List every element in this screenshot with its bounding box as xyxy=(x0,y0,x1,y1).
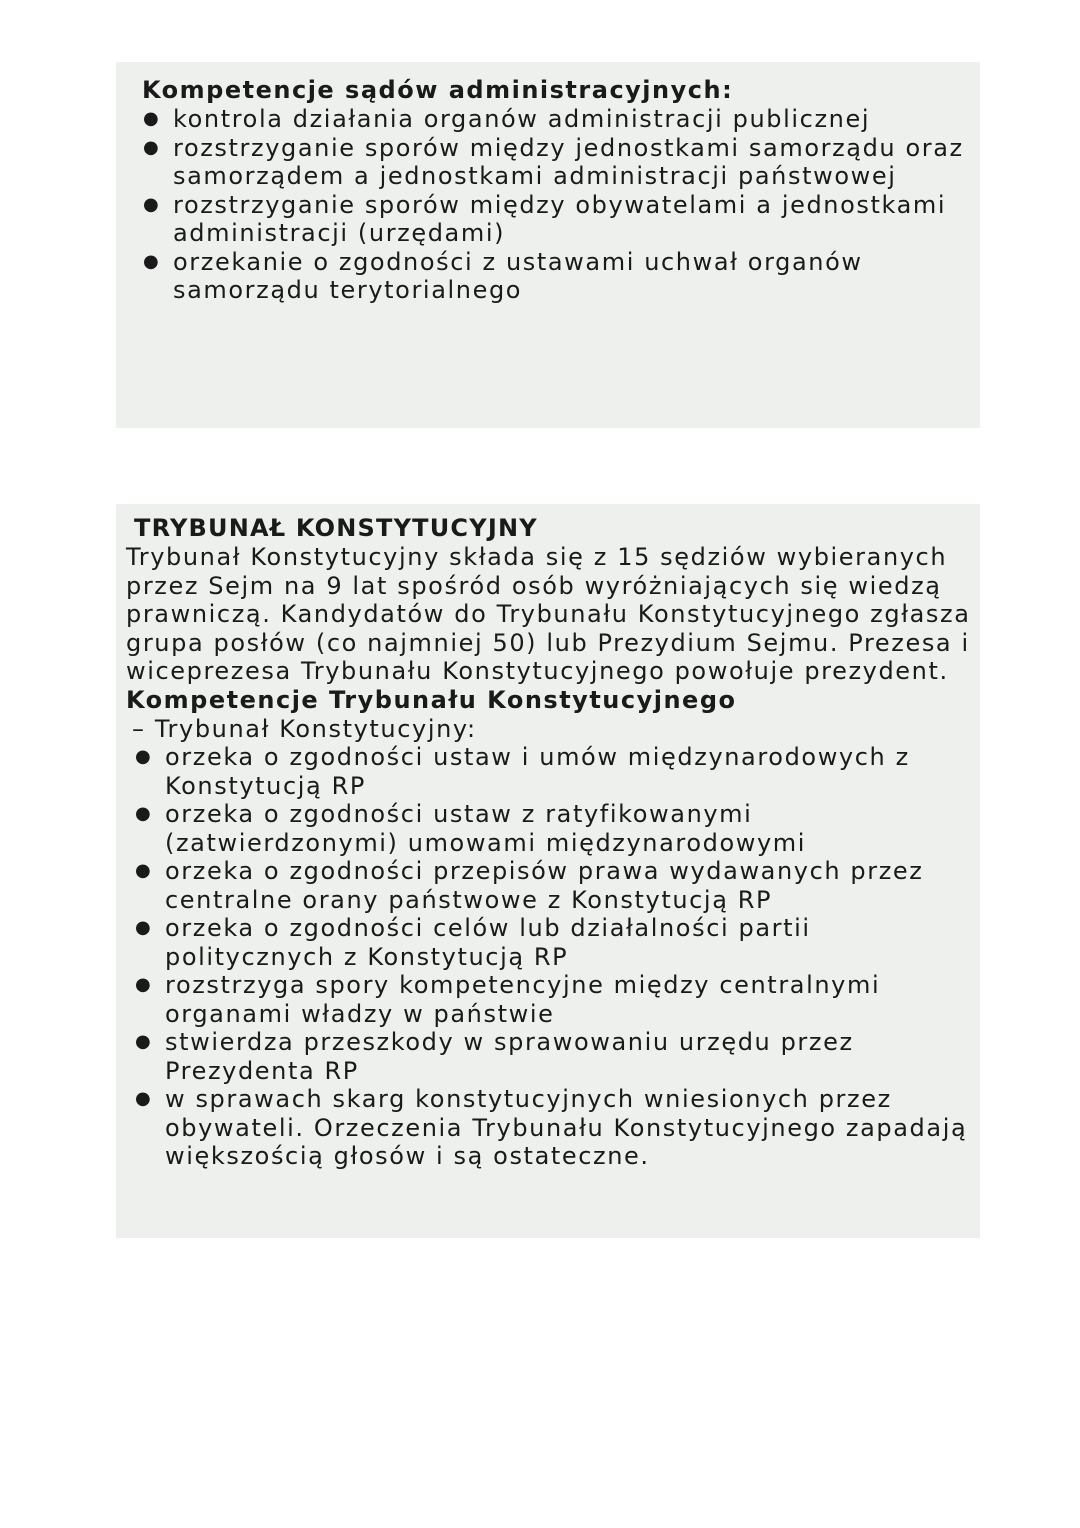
list-item-text: w sprawach skarg konstytucyjnych wniesionych przez obywateli. Orzeczenia Trybunału Konstytucyjnego zapadają większością głosów i są ostateczne. xyxy=(165,1085,968,1170)
list-item xyxy=(135,914,980,971)
list-item-text: stwierdza przeszkody w sprawowaniu urzędu przez Prezydenta RP xyxy=(165,1028,854,1085)
list-item-text: orzeka o zgodności celów lub działalności partii politycznych z Konstytucją RP xyxy=(165,914,811,971)
tribunal-lead: – Trybunał Konstytucyjny: xyxy=(132,714,477,743)
list-item-text: rozstrzyganie sporów między obywatelami a jednostkami administracji (urzędami) xyxy=(173,190,947,247)
list-item xyxy=(135,857,980,914)
list-item-text: orzekanie o zgodności z ustawami uchwał organów samorządu terytorialnego xyxy=(173,247,863,304)
list-item-text: orzeka o zgodności ustaw z ratyfikowanymi (zatwierdzonymi) umowami międzynarodowymi xyxy=(165,800,807,857)
bullet-icon: ● xyxy=(135,974,153,995)
bullet-icon: ● xyxy=(143,136,161,158)
list-item-text: rozstrzyga spory kompetencyjne między centralnymi organami władzy w państwie xyxy=(165,971,881,1028)
tribunal-competences-list xyxy=(135,743,980,1171)
tribunal-intro: Trybunał Konstytucyjny składa się z 15 sędziów wybieranych przez Sejm na 9 lat spośród osób wyróżniających się wiedzą prawniczą. Kandydatów do Trybunału Konstytucyjnego zgłasza grupa posłów (co najmniej 50) lub Prezydium Sejmu. Prezesa i wiceprezesa Trybunału Konstytucyjnego powołuje prezydent. xyxy=(126,543,971,685)
list-item-text: orzeka o zgodności ustaw i umów międzynarodowych z Konstytucją RP xyxy=(165,743,910,800)
admin-courts-list xyxy=(143,105,980,305)
list-item xyxy=(135,971,980,1028)
bullet-icon: ● xyxy=(143,193,161,215)
list-item-text: orzeka o zgodności przepisów prawa wydawanych przez centralne orany państwowe z Konstytucją RP xyxy=(165,857,924,914)
constitutional-tribunal-card xyxy=(116,504,980,1238)
bullet-icon: ● xyxy=(135,746,153,767)
list-item xyxy=(143,190,980,248)
list-item-text: rozstrzyganie sporów między jednostkami samorządu oraz samorządem a jednostkami administracji państwowej xyxy=(173,133,964,190)
admin-courts-card xyxy=(116,62,980,428)
bullet-icon: ● xyxy=(135,917,153,938)
list-item-text: kontrola działania organów administracji publicznej xyxy=(173,105,871,133)
list-item xyxy=(143,105,980,134)
bullet-icon: ● xyxy=(143,108,161,129)
list-item xyxy=(143,133,980,191)
list-item xyxy=(135,800,980,857)
bullet-icon: ● xyxy=(135,1031,153,1052)
list-item xyxy=(135,1028,980,1085)
bullet-icon: ● xyxy=(135,860,153,881)
list-item xyxy=(143,247,980,305)
tribunal-title: TRYBUNAŁ KONSTYTUCYJNY xyxy=(134,514,538,542)
bullet-icon: ● xyxy=(135,1088,153,1109)
list-item xyxy=(135,1085,980,1171)
admin-courts-heading: Kompetencje sądów administracyjnych: xyxy=(142,76,734,104)
list-item xyxy=(135,743,980,800)
bullet-icon: ● xyxy=(135,803,153,824)
bullet-icon: ● xyxy=(143,250,161,272)
tribunal-competences-heading: Kompetencje Trybunału Konstytucyjnego xyxy=(126,685,737,714)
